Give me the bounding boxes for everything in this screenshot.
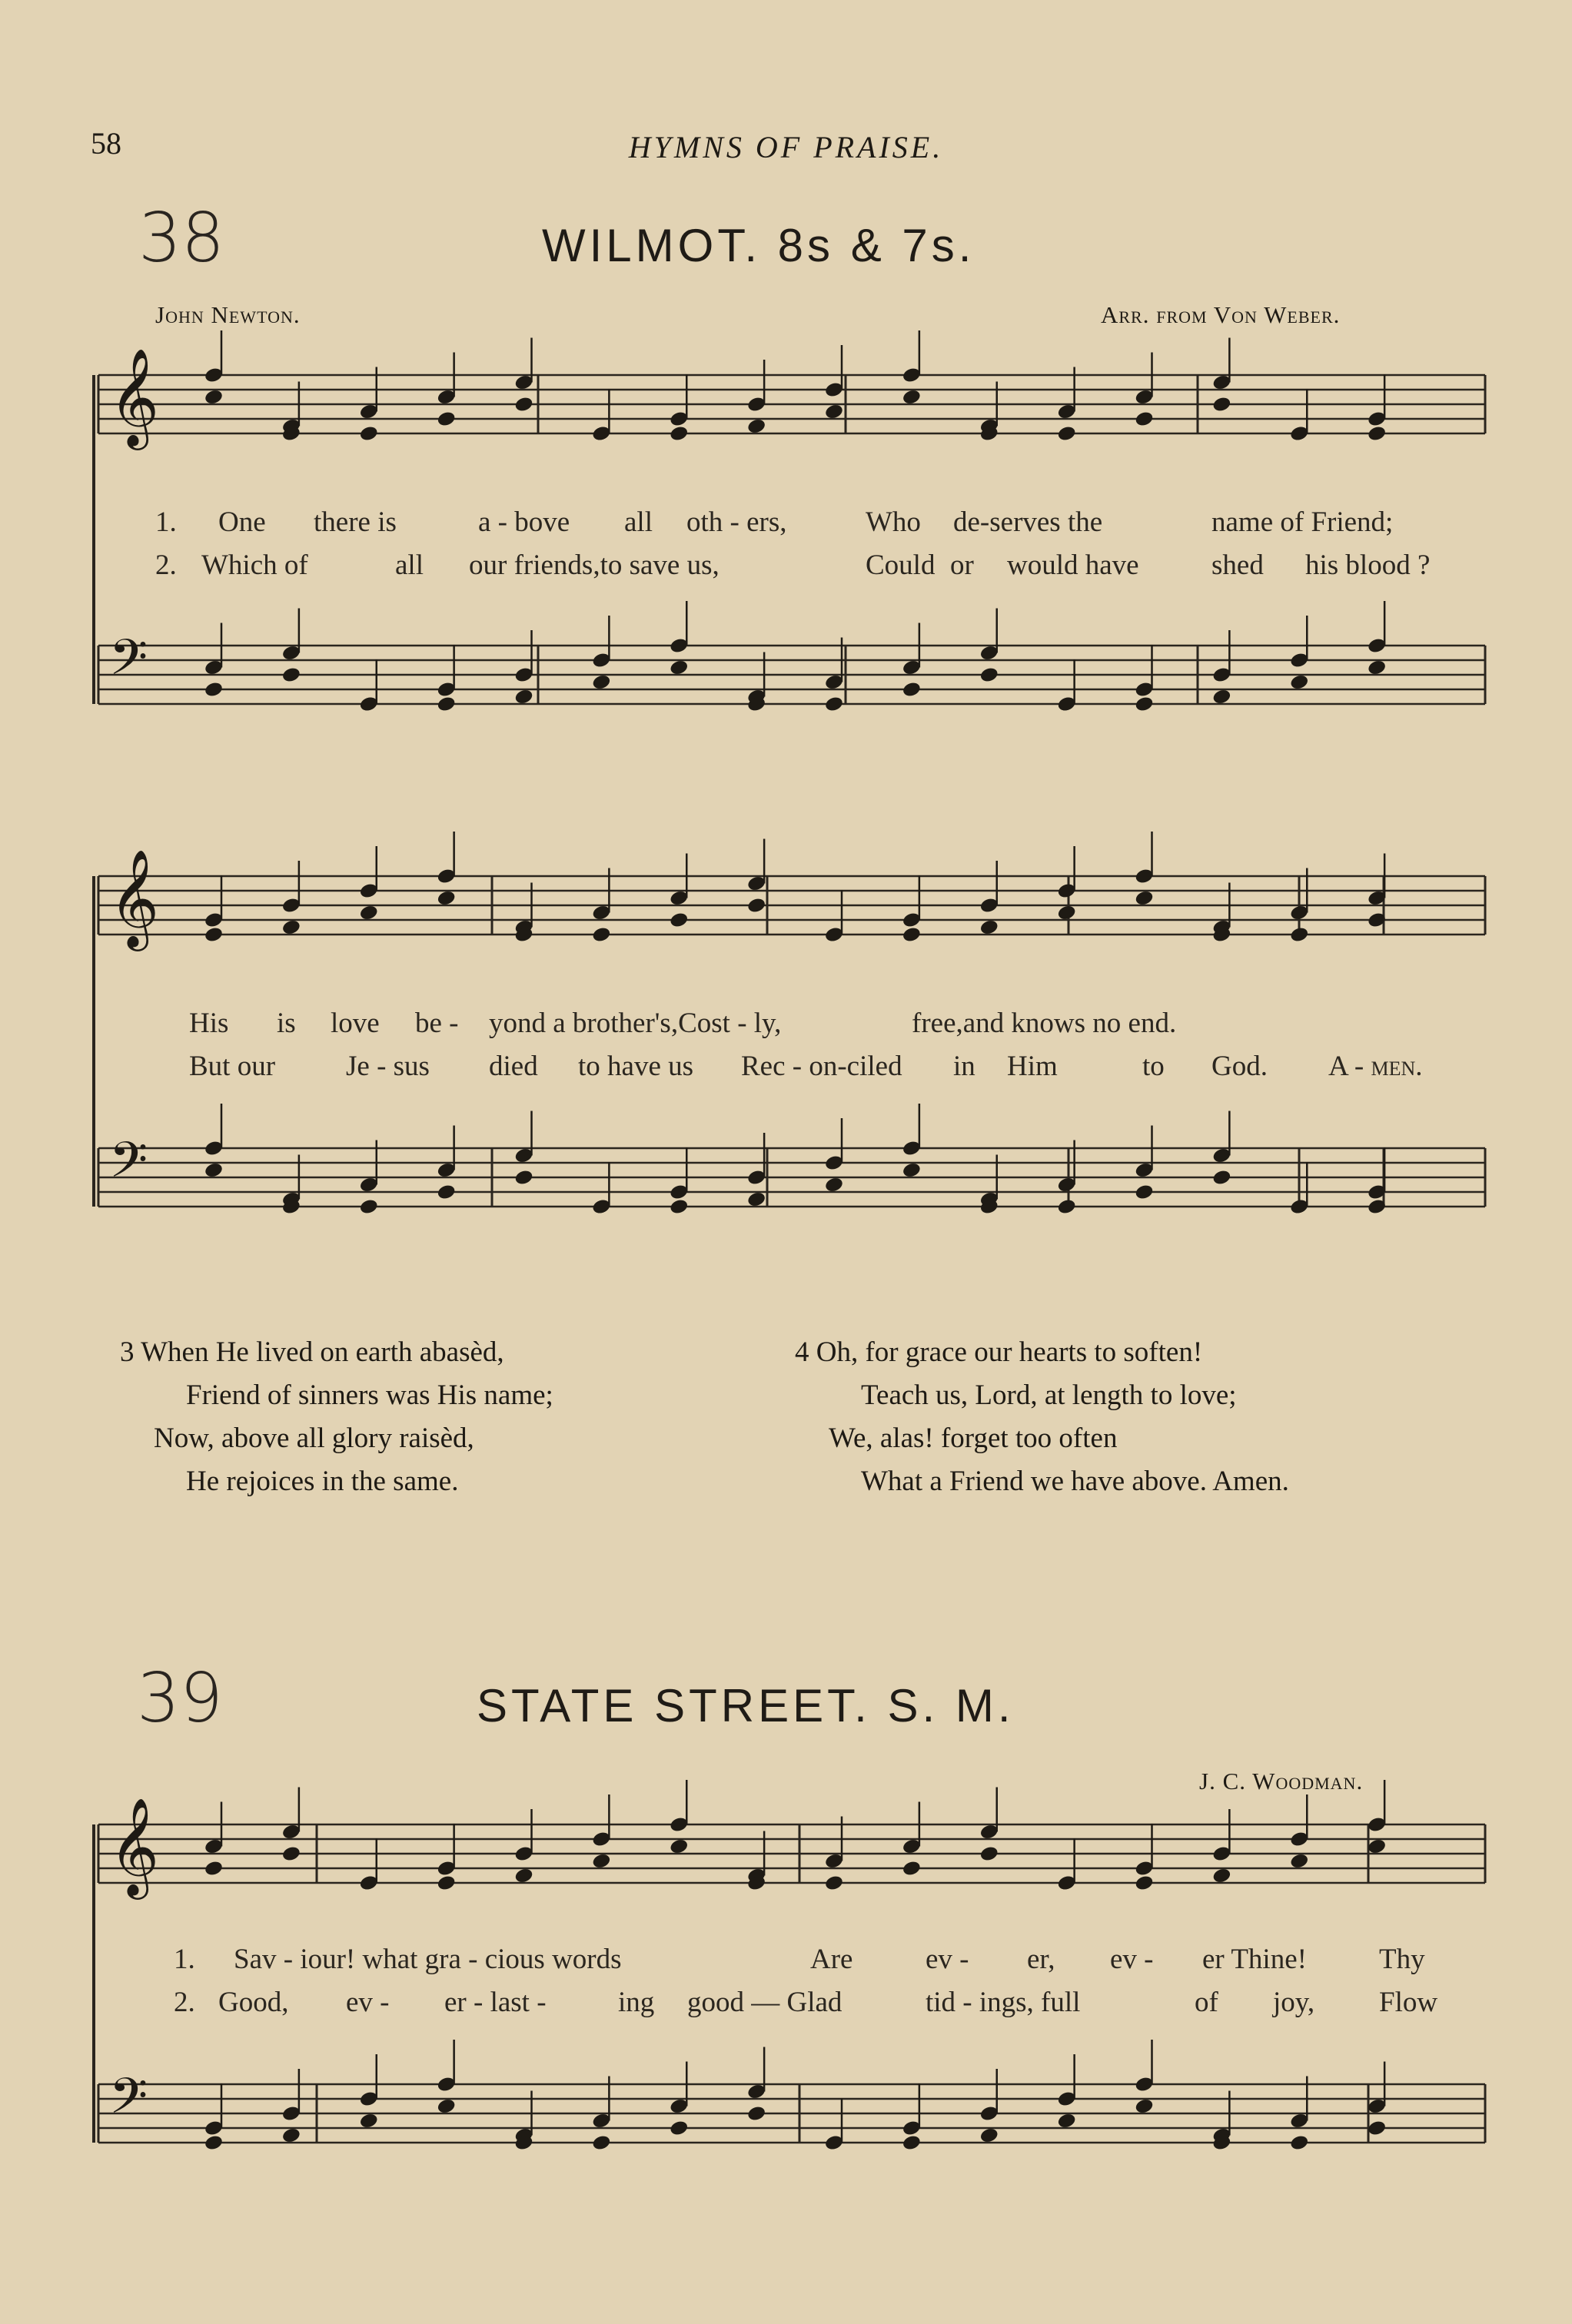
lyric-word: would have [1007, 549, 1139, 581]
note-head [824, 696, 844, 713]
note-head [437, 696, 457, 713]
note-head [359, 904, 379, 921]
note-head [591, 673, 611, 691]
lyric-word: yond a brother's,Cost - ly, [489, 1008, 782, 1039]
lyric-word: Good, [218, 1987, 289, 2018]
lyric-word: His [189, 1008, 229, 1039]
hymn-39-title: STATE STREET. S. M. [477, 1680, 1015, 1731]
note-head [359, 2112, 379, 2130]
treble-clef-icon: 𝄞 [109, 848, 160, 947]
lyric-word: shed [1211, 549, 1264, 581]
lyric-word: all [395, 549, 424, 581]
note-head [437, 2097, 457, 2115]
lyric-word: tid - ings, full [926, 1987, 1081, 2018]
note-head [746, 2105, 766, 2123]
lyric-word: er - last - [444, 1987, 547, 2018]
note-head [1057, 1198, 1077, 1216]
treble-clef-icon: 𝄞 [109, 347, 160, 446]
lyric-word: 1. [174, 1944, 195, 1975]
stanza-line: What a Friend we have above. Amen. [861, 1466, 1289, 1497]
note-head [1367, 1838, 1387, 1855]
lyric-word: of [1195, 1987, 1218, 2018]
note-head [1057, 2112, 1077, 2130]
note-head [591, 2134, 611, 2152]
lyric-word: ev - [1110, 1944, 1154, 1975]
note-head [902, 1860, 922, 1877]
note-head [281, 918, 301, 936]
note-head [513, 1867, 533, 1884]
lyric-word: all [624, 506, 653, 538]
note-head [1134, 410, 1154, 428]
lyric-word: de-serves the [953, 506, 1103, 538]
bass-clef-icon: 𝄢 [109, 1132, 148, 1201]
stanza-line: We, alas! forget too often [829, 1423, 1118, 1454]
bass-clef-icon: 𝄢 [109, 629, 148, 699]
note-head [1211, 1867, 1231, 1884]
note-head [902, 388, 922, 406]
note-head [513, 688, 533, 706]
note-head [1134, 696, 1154, 713]
lyric-word: our friends,to save us, [469, 549, 720, 581]
lyric-word: name of Friend; [1211, 506, 1394, 538]
hymn-38-arranger: Arr. from Von Weber. [1101, 301, 1341, 328]
lyric-word: But our [189, 1051, 276, 1082]
note-head [1289, 2134, 1309, 2152]
lyric-word: joy, [1273, 1987, 1315, 2018]
note-head [1289, 926, 1309, 944]
note-head [824, 1874, 844, 1892]
stanza-number: 3 [120, 1336, 135, 1368]
note-head [902, 1161, 922, 1179]
hymn-39-composer: J. C. Woodman. [1199, 1768, 1364, 1794]
note-head [746, 417, 766, 435]
note-head [979, 1845, 999, 1863]
note-head [669, 659, 689, 676]
note-head [669, 911, 689, 929]
lyric-word: be - [415, 1008, 459, 1039]
stanza-line: Oh, for grace our hearts to soften! [816, 1336, 1203, 1368]
stanza-line: He rejoices in the same. [186, 1466, 459, 1497]
stanza-line: When He lived on earth abasèd, [141, 1336, 504, 1368]
note-head [281, 666, 301, 684]
lyric-word: a - bove [478, 506, 570, 538]
lyric-word: Sav - iour! what gra - cious words [234, 1944, 622, 1975]
note-head [1367, 659, 1387, 676]
lyric-word: good — Glad [687, 1987, 842, 2018]
note-head [1134, 1184, 1154, 1201]
lyric-word: died [489, 1051, 538, 1082]
note-head [437, 889, 457, 907]
lyric-word: A - men. [1328, 1051, 1423, 1082]
note-head [1367, 2120, 1387, 2137]
note-head [204, 681, 224, 699]
lyric-word: Who [866, 506, 921, 538]
note-head [204, 2134, 224, 2152]
lyric-word: God. [1211, 1051, 1268, 1082]
note-head [669, 1838, 689, 1855]
note-head [281, 1845, 301, 1863]
lyric-word: ev - [926, 1944, 969, 1975]
note-head [746, 897, 766, 915]
note-head [979, 918, 999, 936]
page-number: 58 [91, 126, 121, 161]
note-head [513, 396, 533, 413]
note-head [437, 1874, 457, 1892]
lyric-word: Could [866, 549, 936, 581]
note-head [281, 2126, 301, 2144]
lyric-word: in [953, 1051, 975, 1082]
note-head [746, 1190, 766, 1208]
lyric-word: Rec - on-ciled [741, 1051, 902, 1082]
note-head [979, 2126, 999, 2144]
lyric-word: Thy [1379, 1944, 1425, 1975]
note-head [902, 2134, 922, 2152]
lyric-word: One [218, 506, 266, 538]
note-head [437, 410, 457, 428]
note-head [1211, 688, 1231, 706]
hymn-39-number: 39 [137, 1658, 223, 1738]
note-head [204, 1860, 224, 1877]
note-head [513, 1169, 533, 1187]
lyric-word: to have us [578, 1051, 694, 1082]
note-head [204, 1161, 224, 1179]
lyric-word: Which of [201, 549, 308, 581]
note-head [1367, 425, 1387, 443]
lyric-word: to [1142, 1051, 1165, 1082]
note-head [902, 926, 922, 944]
lyric-word: 1. [155, 506, 177, 538]
lyric-word: 2. [155, 549, 177, 581]
treble-clef-icon: 𝄞 [109, 1797, 160, 1895]
note-head [1134, 2097, 1154, 2115]
note-head [824, 1176, 844, 1194]
note-head [1057, 425, 1077, 443]
bass-clef-icon: 𝄢 [109, 2068, 148, 2137]
lyric-word: oth - ers, [686, 506, 787, 538]
stanza-line: Friend of sinners was His name; [186, 1379, 553, 1411]
note-head [591, 1852, 611, 1870]
lyric-word: 2. [174, 1987, 195, 2018]
note-head [1211, 1169, 1231, 1187]
stanza-line: Now, above all glory raisèd, [154, 1423, 474, 1454]
note-head [204, 926, 224, 944]
note-head [1134, 1874, 1154, 1892]
stanza-line: Teach us, Lord, at length to love; [861, 1379, 1237, 1411]
lyric-word: ing [618, 1987, 655, 2018]
hymn-38-number: 38 [138, 198, 224, 277]
note-head [902, 681, 922, 699]
note-head [1289, 673, 1309, 691]
note-head [669, 425, 689, 443]
lyric-word: or [950, 549, 974, 581]
note-head [824, 403, 844, 420]
stanza-4 [795, 1331, 1289, 1503]
running-title: HYMNS OF PRAISE. [628, 130, 944, 164]
note-head [669, 1198, 689, 1216]
note-head [1134, 889, 1154, 907]
hymn-38-title: WILMOT. 8s & 7s. [542, 220, 975, 271]
stanza-3 [120, 1331, 553, 1503]
note-head [591, 926, 611, 944]
note-head [979, 666, 999, 684]
lyric-word: free,and knows no end. [912, 1008, 1177, 1039]
lyric-word: ev - [346, 1987, 390, 2018]
note-head [437, 1184, 457, 1201]
lyric-word: Flow [1379, 1987, 1438, 2018]
hymn-38-author: John Newton. [155, 301, 301, 328]
stanza-number: 4 [795, 1336, 809, 1368]
lyric-word: Are [810, 1944, 853, 1975]
note-head [1211, 396, 1231, 413]
note-head [359, 1198, 379, 1216]
note-head [359, 425, 379, 443]
lyric-word: Him [1007, 1051, 1058, 1082]
lyric-word: er, [1027, 1944, 1055, 1975]
lyric-word: his blood ? [1305, 549, 1431, 581]
note-head [1057, 904, 1077, 921]
note-head [1289, 1852, 1309, 1870]
lyric-word: is [277, 1008, 296, 1039]
lyric-word: love [331, 1008, 380, 1039]
note-head [204, 388, 224, 406]
lyric-word: there is [314, 506, 397, 538]
lyric-word: er Thine! [1202, 1944, 1307, 1975]
note-head [669, 2120, 689, 2137]
lyric-word: Je - sus [346, 1051, 430, 1082]
